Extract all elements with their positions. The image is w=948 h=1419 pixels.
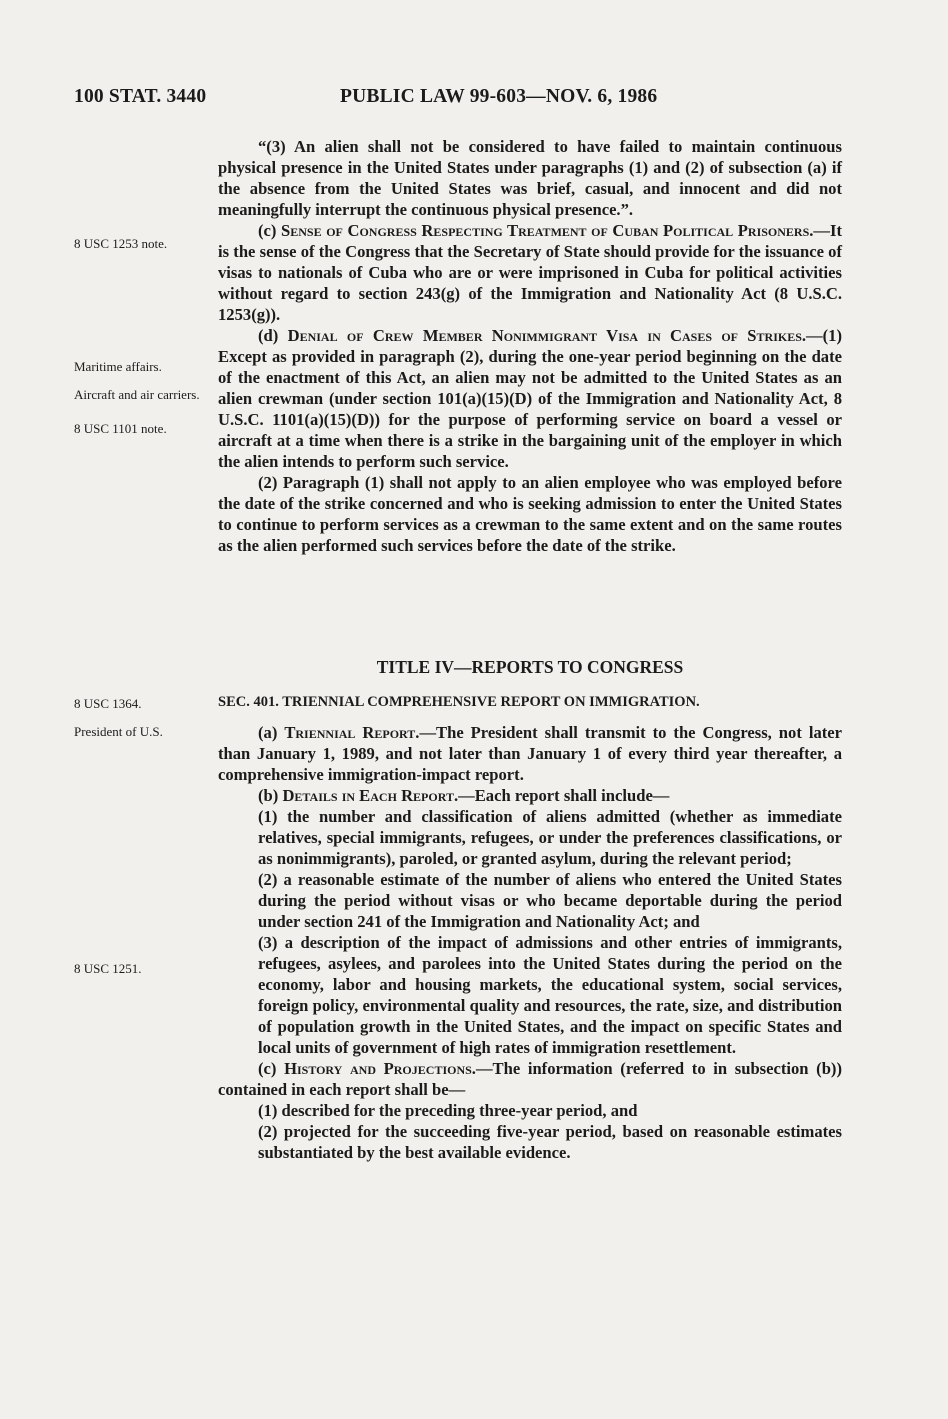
margin-note: President of U.S.	[74, 724, 163, 739]
list-item: (2) projected for the succeeding five-year period, based on reasonable estimates substantiated by the best available evidence.	[258, 1122, 842, 1162]
paragraph-a: (a) Triennial Report.—The President shall transmit to the Congress, not later than January 1, 1989, and not later than January 1 of every third year thereafter, a comprehensive immigration-impact report.	[218, 723, 842, 784]
list-item: (3) a description of the impact of admissions and other entries of immigrants, refugees, asylees, and parolees into the United States during the period on the economy, labor and housing markets, the educational system, social services, foreign policy, environmental quality and resources, the rate, size, and distribution of population growth in the United States, and the impact on specific States and local units of government of high rates of immigration resettlement.	[258, 933, 842, 1057]
subsection-heading: History and Projections.	[284, 1059, 476, 1078]
subsection-heading: Denial of Crew Member Nonimmigrant Visa in Cases of Strikes.	[287, 326, 807, 345]
margin-note: Maritime affairs.	[74, 359, 162, 374]
paragraph: “(3) An alien shall not be considered to have failed to maintain continuous physical presence in the United States under paragraphs (1) and (2) of subsection (a) if the absence from the United States was brief, casual, and innocent and did not meaningfully interrupt the continuous physical presence.”.	[218, 137, 842, 219]
subsection-heading: Triennial Report.	[284, 723, 420, 742]
paragraph-c: (c) History and Projections.—The information (referred to in subsection (b)) contained in each report shall be—	[218, 1059, 842, 1099]
section-heading: SEC. 401. TRIENNIAL COMPREHENSIVE REPORT ON IMMIGRATION.	[218, 694, 700, 710]
paragraph-d: (d) Denial of Crew Member Nonimmigrant Visa in Cases of Strikes.—(1) Except as provided in paragraph (2), during the one-year period beginning on the date of the enactment of this Act, an alien may not be admitted to the United States as an alien crewman (under section 101(a)(15)(D) of the Immigration and Nationality Act, 8 U.S.C. 1101(a)(15)(D)) for the purpose of performing service on board a vessel or aircraft at a time when there is a strike in the bargaining unit of the employer in which the alien intends to perform such service.	[218, 326, 842, 471]
list-item: (1) the number and classification of aliens admitted (whether as immediate relatives, special immigrants, refugees, or under the preferences classifications, or as nonimmigrants), paroled, or granted asylum, during the relevant period;	[258, 807, 842, 868]
paragraph-b: (b) Details in Each Report.—Each report shall include—	[258, 786, 670, 805]
page-header-title: PUBLIC LAW 99-603—NOV. 6, 1986	[340, 86, 658, 107]
text-block-upper	[218, 136, 842, 556]
margin-note: 8 USC 1253 note.	[74, 236, 168, 251]
subsection-heading: Sense of Congress Respecting Treatment of Cuban Political Prisoners.	[281, 221, 814, 240]
margin-note: 8 USC 1251.	[74, 961, 142, 976]
list-item: (1) described for the preceding three-year period, and	[258, 1101, 638, 1120]
list-item: (2) a reasonable estimate of the number of aliens who entered the United States during the period without visas or who became deportable during the period under section 241 of the Immigration and Nationality Act; and	[258, 870, 842, 931]
subsection-heading: Details in Each Report.	[282, 786, 459, 805]
title-heading: TITLE IV—REPORTS TO CONGRESS	[376, 657, 684, 677]
margin-note: Aircraft and air carriers.	[74, 387, 200, 402]
page-reference: 100 STAT. 3440	[74, 86, 207, 107]
margin-note: 8 USC 1364.	[74, 696, 142, 711]
text-block-lower	[218, 722, 842, 1163]
margin-note: 8 USC 1101 note.	[74, 421, 167, 436]
paragraph-c: (c) Sense of Congress Respecting Treatment of Cuban Political Prisoners.—It is the sense of the Congress that the Secretary of State should provide for the issuance of visas to nationals of Cuba who are or were imprisoned in Cuba for political activities without regard to section 243(g) of the Immigration and Nationality Act (8 U.S.C. 1253(g)).	[218, 221, 842, 324]
paragraph: (2) Paragraph (1) shall not apply to an alien employee who was employed before the date of the strike concerned and who is seeking admission to enter the United States to continue to perform services as a crewman to the same extent and on the same routes as the alien performed such services before the date of the strike.	[218, 473, 842, 555]
